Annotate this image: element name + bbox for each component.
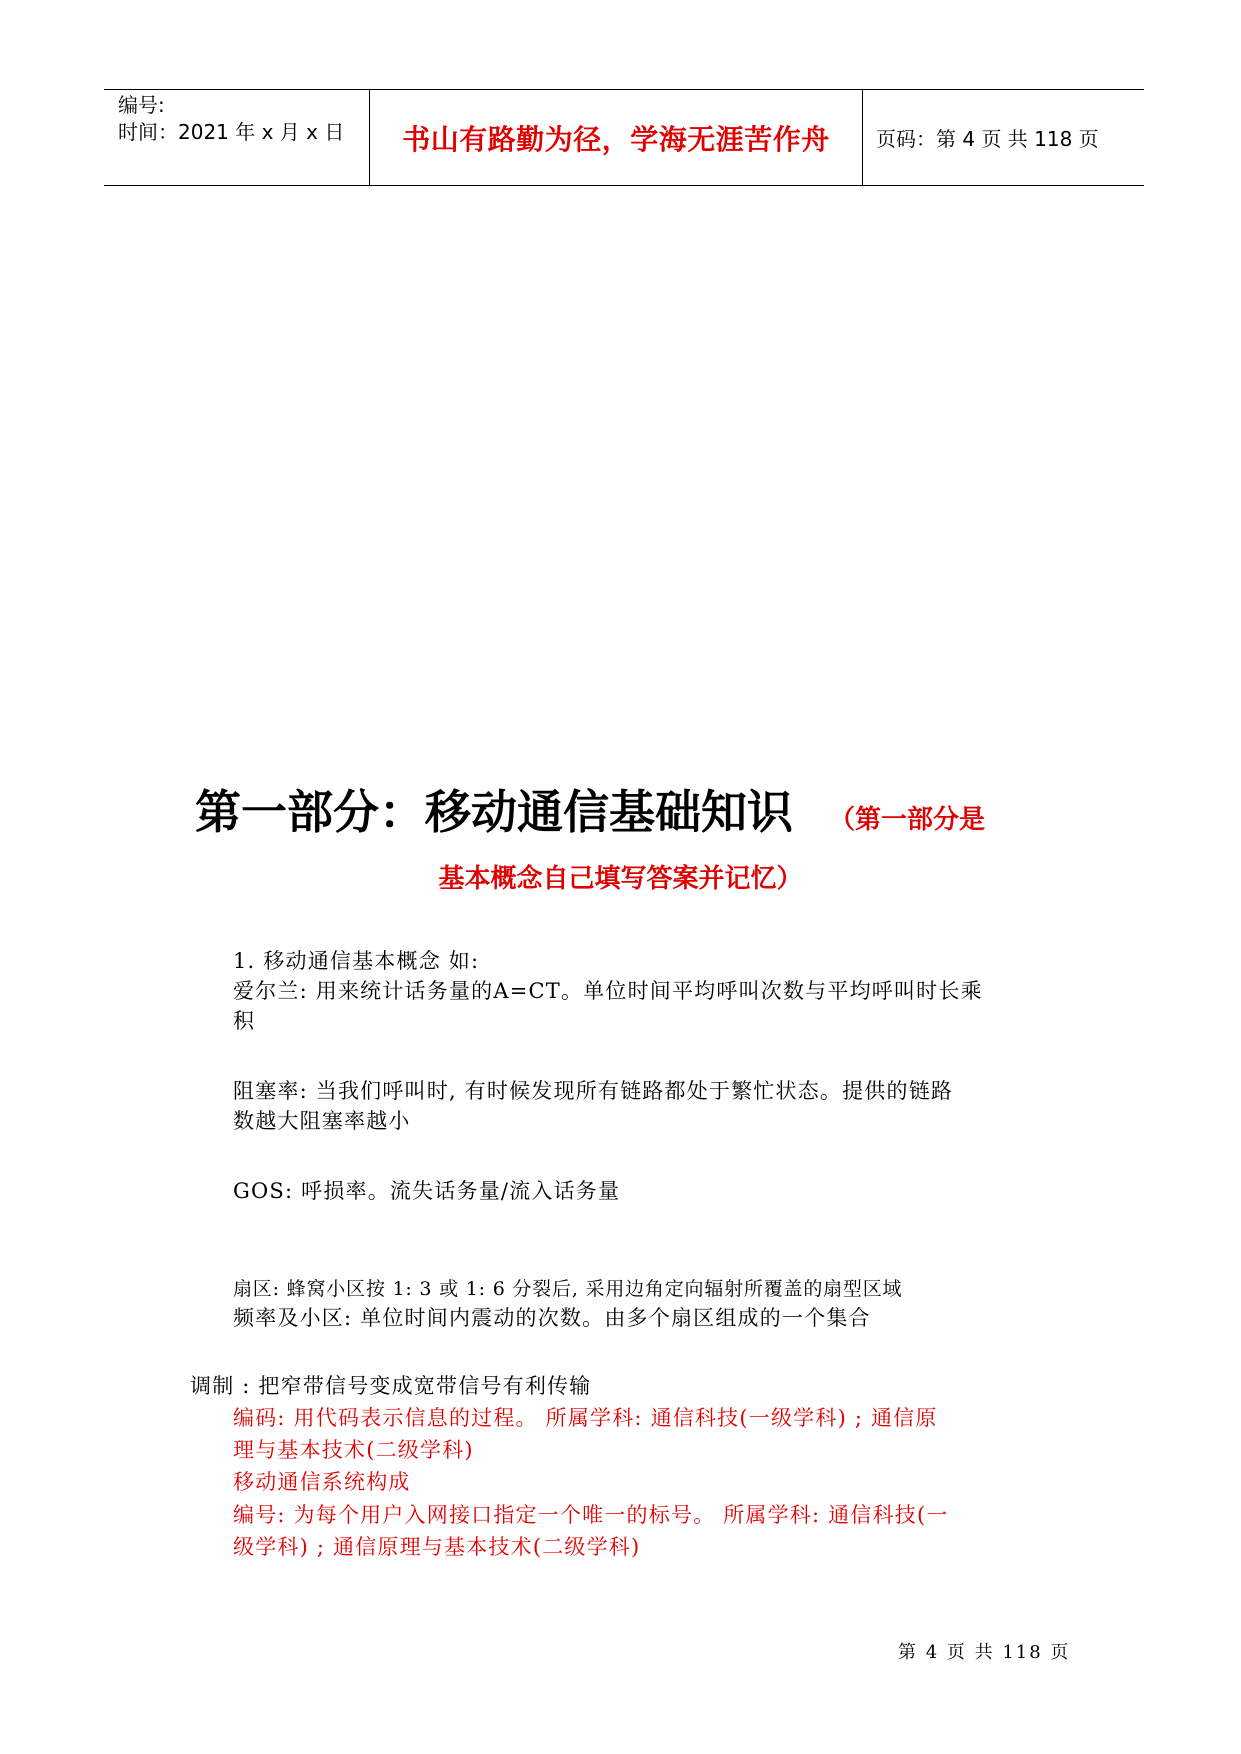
section-title-main: 第一部分：移动通信基础知识: [195, 785, 793, 839]
header-meta: [118, 92, 344, 146]
modulation-definition: 调制 : 把窄带信号变成宽带信号有利传输: [190, 1374, 592, 1398]
section-title-note: （第一部分是: [829, 805, 986, 835]
blocking-definition-cont: 数越大阻塞率越小: [233, 1109, 411, 1133]
header-page-label: 页码：第 4 页 共 118 页: [876, 127, 1099, 151]
header-motto: 书山有路勤为径，学海无涯苦作舟: [402, 122, 830, 156]
page-footer: 第 4 页 共 118 页: [898, 1642, 1071, 1663]
item-1-heading: 1. 移动通信基本概念 如:: [233, 949, 480, 973]
coding-definition: 编码: 用代码表示信息的过程。 所属学科: 通信科技(一级学科) ; 通信原: [233, 1406, 938, 1430]
header-divider: [862, 90, 863, 185]
gos-definition: GOS: 呼损率。流失话务量/流入话务量: [233, 1179, 621, 1203]
system-composition: 移动通信系统构成: [233, 1470, 411, 1494]
coding-definition-cont: 理与基本技术(二级学科): [233, 1438, 474, 1462]
header-time-label: 时间：2021 年 x 月 x 日: [118, 120, 345, 144]
numbering-definition: 编号: 为每个用户入网接口指定一个唯一的标号。 所属学科: 通信科技(一: [233, 1503, 949, 1527]
blocking-definition: 阻塞率: 当我们呼叫时, 有时候发现所有链路都处于繁忙状态。提供的链路: [233, 1079, 954, 1103]
erlang-definition-cont: 积: [233, 1009, 256, 1033]
erlang-definition: 爱尔兰: 用来统计话务量的A=CT。单位时间平均呼叫次数与平均呼叫时长乘: [233, 979, 983, 1003]
section-title: [195, 776, 985, 842]
document-header: [104, 89, 1144, 186]
numbering-definition-cont: 级学科) ; 通信原理与基本技术(二级学科): [233, 1535, 641, 1559]
section-title-note-continued: 基本概念自己填写答案并记忆）: [438, 864, 803, 894]
frequency-definition: 频率及小区: 单位时间内震动的次数。由多个扇区组成的一个集合: [233, 1306, 871, 1330]
sector-definition: 扇区: 蜂窝小区按 1: 3 或 1: 6 分裂后, 采用边角定向辐射所覆盖的扇型区域: [233, 1278, 903, 1300]
header-number-label: 编号:: [118, 93, 165, 117]
